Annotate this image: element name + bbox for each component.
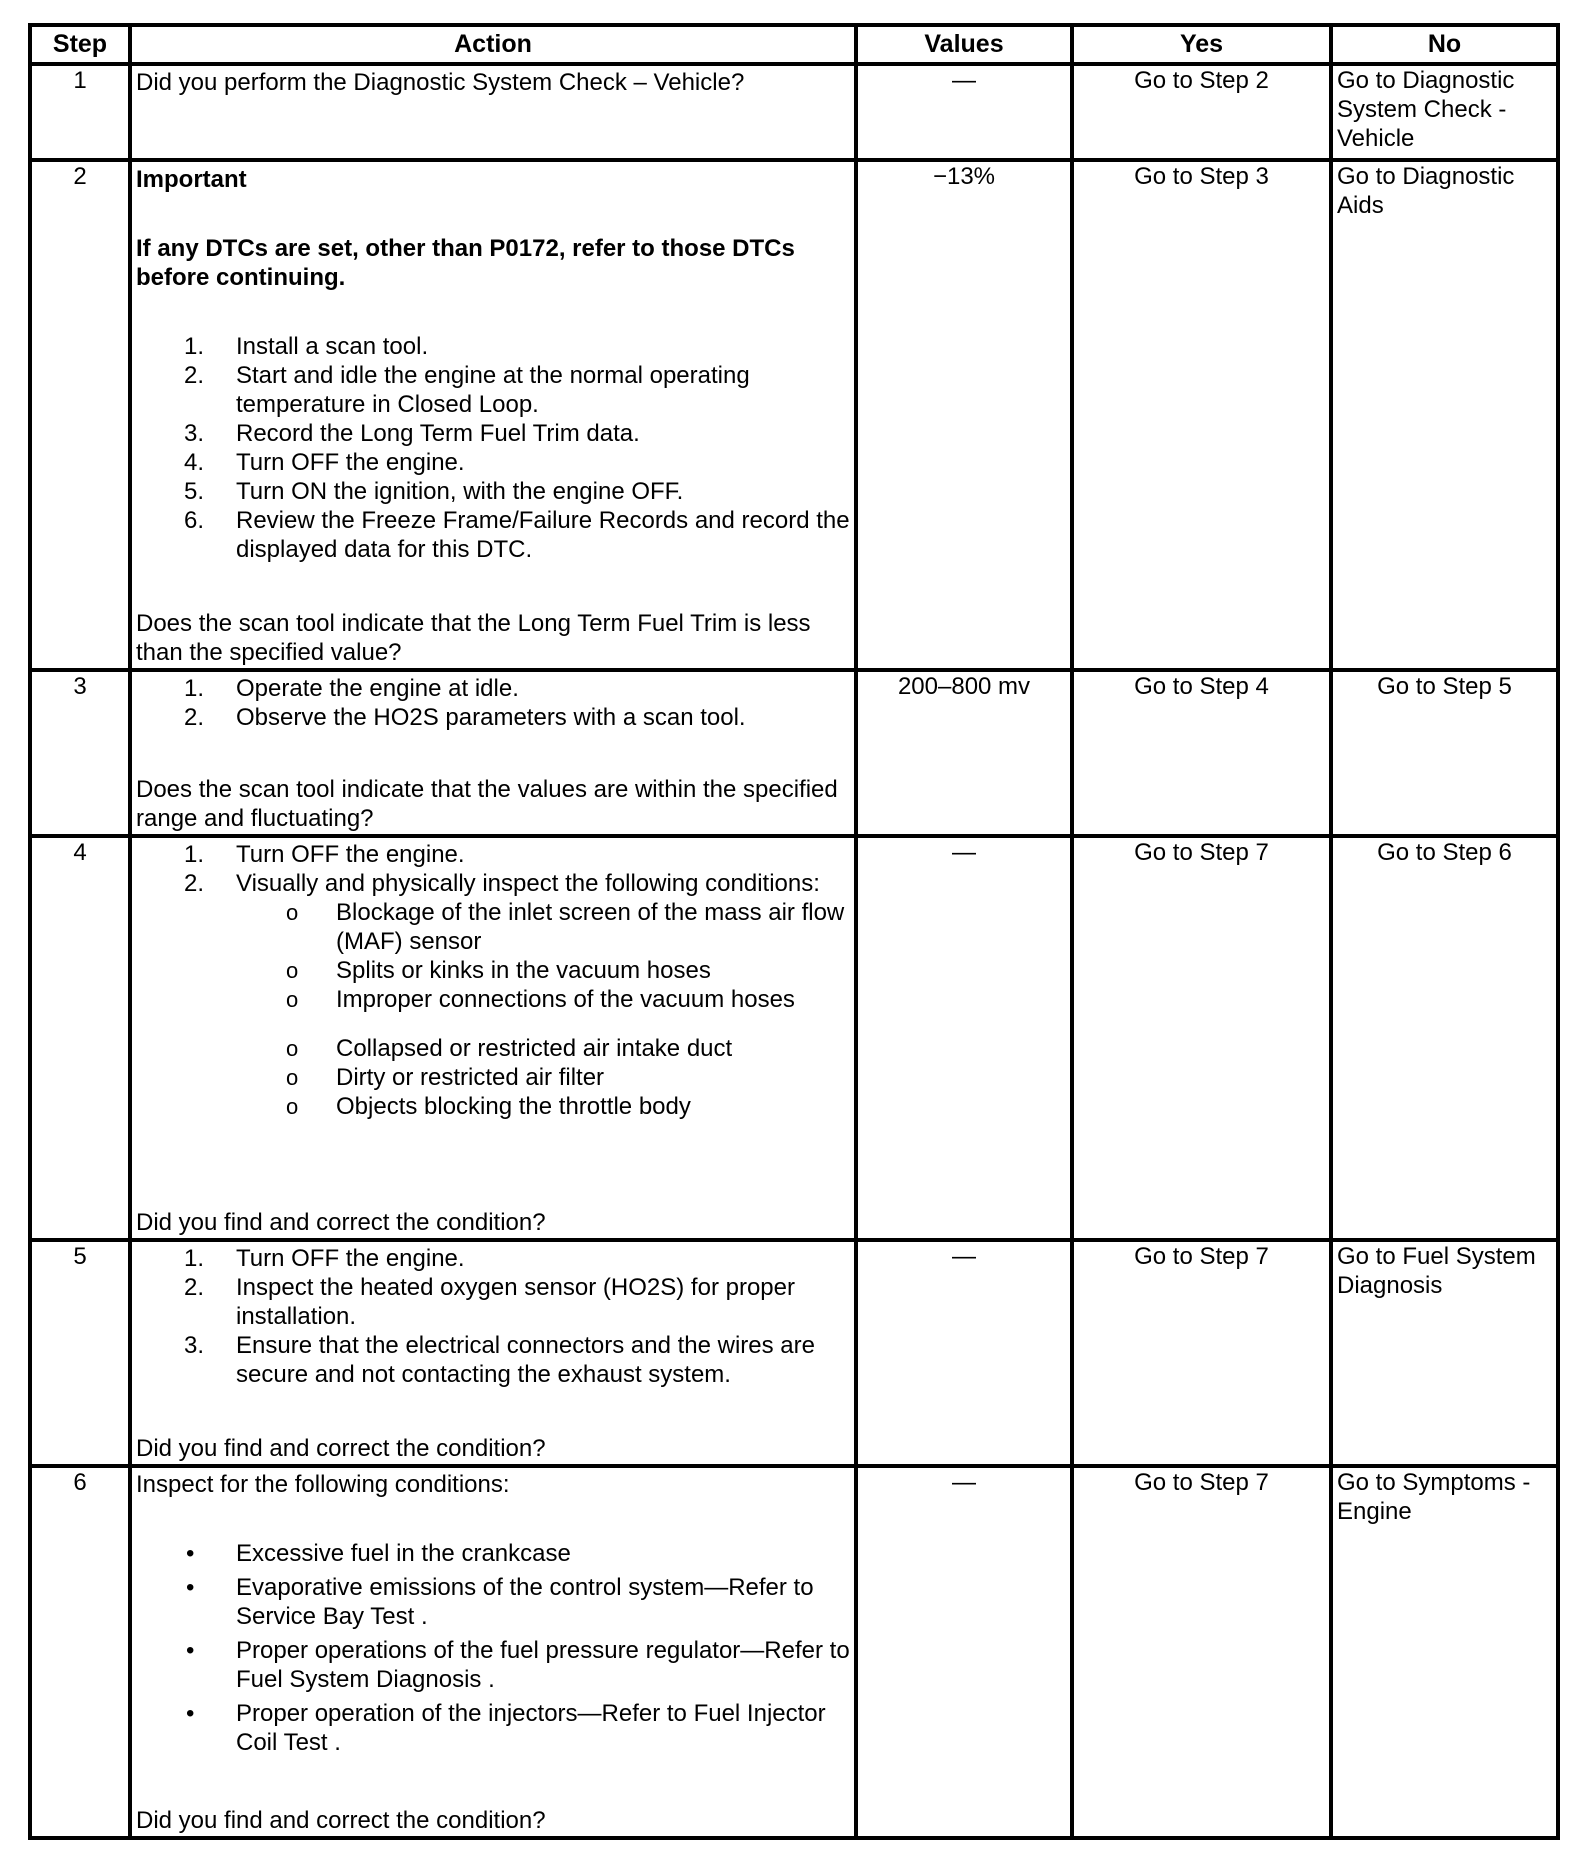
list-item: 3. Ensure that the electrical connectors and the wires are secure and not contacting the exhaust system.	[184, 1332, 815, 1388]
header-values: Values	[856, 25, 1072, 64]
condition-list	[136, 898, 850, 1014]
list-item: o Objects blocking the throttle body	[286, 1093, 691, 1120]
condition-list	[136, 1539, 850, 1757]
action-cell	[130, 836, 856, 1240]
list-item: 5. Turn ON the ignition, with the engine OFF.	[184, 478, 684, 505]
value-cell: 200–800 mv	[856, 670, 1072, 836]
step-number: 3	[30, 670, 130, 836]
action-cell	[130, 670, 856, 836]
list-item: 2. Inspect the heated oxygen sensor (HO2S) for proper installation.	[184, 1274, 795, 1330]
step-row-1	[30, 64, 1558, 160]
action-question: Did you perform the Diagnostic System Check – Vehicle?	[136, 69, 745, 96]
list-item: • Proper operation of the injectors—Refer to Fuel Injector Coil Test .	[186, 1700, 826, 1756]
step-number: 4	[30, 836, 130, 1240]
yes-cell: Go to Step 7	[1072, 1466, 1331, 1838]
list-item: • Excessive fuel in the crankcase	[186, 1540, 571, 1567]
no-cell: Go to Diagnostic System Check - Vehicle	[1331, 64, 1558, 160]
no-cell: Go to Step 5	[1331, 670, 1558, 836]
important-label: Important	[136, 166, 247, 193]
step-number: 2	[30, 160, 130, 670]
value-cell: —	[856, 1466, 1072, 1838]
value-cell: —	[856, 1240, 1072, 1466]
step-row-5	[30, 1240, 1558, 1466]
action-question: Did you find and correct the condition?	[136, 1807, 546, 1834]
no-cell: Go to Fuel System Diagnosis	[1331, 1240, 1558, 1466]
list-item: 1. Turn OFF the engine.	[184, 1245, 465, 1272]
step-list	[136, 332, 850, 564]
header-no: No	[1331, 25, 1558, 64]
list-item: 2. Visually and physically inspect the following conditions:	[184, 870, 820, 897]
list-item: o Improper connections of the vacuum hoses	[286, 986, 795, 1013]
list-item: 1. Install a scan tool.	[184, 333, 429, 360]
step-number: 1	[30, 64, 130, 160]
step-list	[136, 672, 850, 732]
header-row	[30, 25, 1558, 64]
list-item: o Splits or kinks in the vacuum hoses	[286, 957, 711, 984]
list-item: • Proper operations of the fuel pressure regulator—Refer to Fuel System Diagnosis .	[186, 1637, 850, 1693]
action-question: Did you find and correct the condition?	[136, 1209, 546, 1236]
header-action: Action	[130, 25, 856, 64]
list-item: 4. Turn OFF the engine.	[184, 449, 465, 476]
yes-cell: Go to Step 3	[1072, 160, 1331, 670]
list-item: 3. Record the Long Term Fuel Trim data.	[184, 420, 640, 447]
action-question: Did you find and correct the condition?	[136, 1435, 546, 1462]
no-cell: Go to Step 6	[1331, 836, 1558, 1240]
header-step: Step	[30, 25, 130, 64]
value-cell: —	[856, 836, 1072, 1240]
list-item: 6. Review the Freeze Frame/Failure Records and record the displayed data for this DTC.	[184, 507, 850, 563]
list-item: 1. Operate the engine at idle.	[184, 675, 519, 702]
action-question: Does the scan tool indicate that the values are within the specified range and fluctuating?	[136, 776, 838, 832]
action-cell	[130, 160, 856, 670]
action-intro: Inspect for the following conditions:	[136, 1471, 510, 1498]
step-row-2	[30, 160, 1558, 670]
important-text: If any DTCs are set, other than P0172, refer to those DTCs before continuing.	[136, 235, 795, 291]
list-item: o Dirty or restricted air filter	[286, 1064, 605, 1091]
step-list	[136, 1242, 850, 1389]
action-cell	[130, 1240, 856, 1466]
no-cell: Go to Symptoms - Engine	[1331, 1466, 1558, 1838]
diagnostic-table	[28, 23, 1560, 1840]
step-row-4	[30, 836, 1558, 1240]
step-row-6	[30, 1466, 1558, 1838]
no-cell: Go to Diagnostic Aids	[1331, 160, 1558, 670]
list-item: o Blockage of the inlet screen of the mass air flow (MAF) sensor	[286, 899, 845, 955]
action-cell	[130, 64, 856, 160]
action-cell	[130, 1466, 856, 1838]
list-item: 1. Turn OFF the engine.	[184, 841, 465, 868]
value-cell: —	[856, 64, 1072, 160]
step-number: 6	[30, 1466, 130, 1838]
list-item: • Evaporative emissions of the control system—Refer to Service Bay Test .	[186, 1574, 814, 1630]
yes-cell: Go to Step 2	[1072, 64, 1331, 160]
yes-cell: Go to Step 7	[1072, 836, 1331, 1240]
header-yes: Yes	[1072, 25, 1331, 64]
list-item: 2. Observe the HO2S parameters with a scan tool.	[184, 704, 746, 731]
list-item: 2. Start and idle the engine at the normal operating temperature in Closed Loop.	[184, 362, 750, 418]
step-number: 5	[30, 1240, 130, 1466]
step-row-3	[30, 670, 1558, 836]
list-item: o Collapsed or restricted air intake duct	[286, 1035, 733, 1062]
value-cell: −13%	[856, 160, 1072, 670]
condition-list	[136, 1034, 850, 1121]
yes-cell: Go to Step 4	[1072, 670, 1331, 836]
yes-cell: Go to Step 7	[1072, 1240, 1331, 1466]
step-list	[136, 838, 850, 898]
action-question: Does the scan tool indicate that the Long Term Fuel Trim is less than the specified value?	[136, 610, 811, 666]
